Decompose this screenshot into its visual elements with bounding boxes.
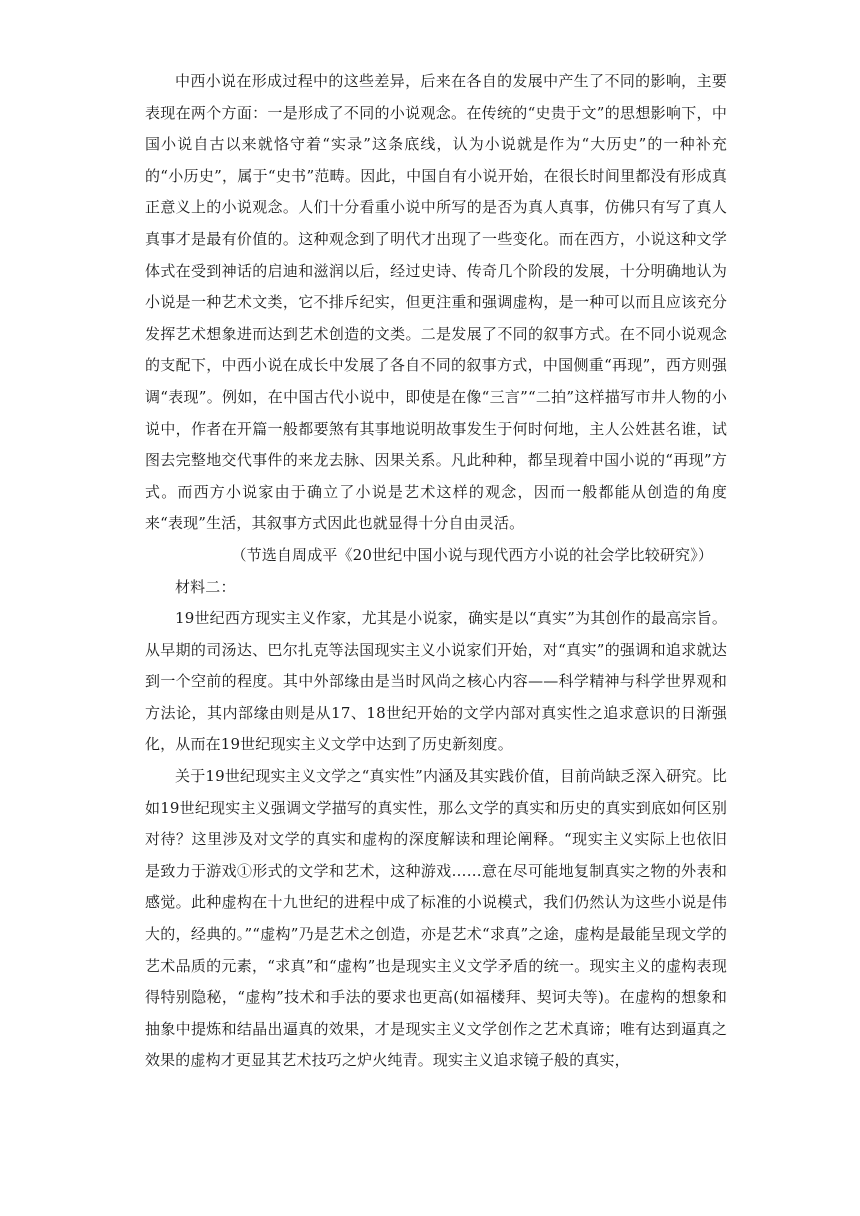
document-page xyxy=(145,66,727,1077)
paragraph-2: 19世纪西方现实主义作家，尤其是小说家，确实是以“真实”为其创作的最高宗旨。从早期的司汤达、巴尔扎克等法国现实主义小说家们开始，对“真实”的强调和追求就达到一个空前的程度。其中外部缘由是当时风尚之核心内容——科学精神与科学世界观和方法论，其内部缘由则是从17、18世纪开始的文学内部对真实性之追求意识的日渐强化，从而在19世纪现实主义文学中达到了历史新刻度。 xyxy=(145,609,727,754)
source-citation: （节选自周成平《20世纪中国小说与现代西方小说的社会学比较研究》） xyxy=(231,545,713,564)
material-2-heading: 材料二： xyxy=(175,577,236,596)
paragraph-3: 关于19世纪现实主义文学之“真实性”内涵及其实践价值，目前尚缺乏深入研究。比如19世纪现实主义强调文学描写的真实性，那么文学的真实和历史的真实到底如何区别对待？这里涉及对文学的真实和虚构的深度解读和理论阐释。“现实主义实际上也依旧是致力于游戏①形式的文学和艺术，这种游戏……意在尽可能地复制真实之物的外表和感觉。此种虚构在十九世纪的进程中成了标准的小说模式，我们仍然认为这些小说是伟大的，经典的。”“虚构”乃是艺术之创造，亦是艺术“求真”之途，虚构是最能呈现文学的艺术品质的元素，“求真”和“虚构”也是现实主义文学矛盾的统一。现实主义的虚构表现得特别隐秘，“虚构”技术和手法的要求也更高(如福楼拜、契诃夫等)。在虚构的想象和抽象中提炼和结晶出逼真的效果，才是现实主义文学创作之艺术真谛；唯有达到逼真之效果的虚构才更显其艺术技巧之炉火纯青。现实主义追求镜子般的真实， xyxy=(145,767,727,1070)
paragraph-1: 中西小说在形成过程中的这些差异，后来在各自的发展中产生了不同的影响，主要表现在两个方面：一是形成了不同的小说观念。在传统的“史贵于文”的思想影响下，中国小说自古以来就恪守着“实录”这条底线，认为小说就是作为“大历史”的一种补充的“小历史”，属于“史书”范畴。因此，中国自有小说开始，在很长时间里都没有形成真正意义上的小说观念。人们十分看重小说中所写的是否为真人真事，仿佛只有写了真人真事才是最有价值的。这种观念到了明代才出现了一些变化。而在西方，小说这种文学体式在受到神话的启迪和滋润以后，经过史诗、传奇几个阶段的发展，十分明确地认为小说是一种艺术文类，它不排斥纪实，但更注重和强调虚构，是一种可以而且应该充分发挥艺术想象进而达到艺术创造的文类。二是发展了不同的叙事方式。在不同小说观念的支配下，中西小说在成长中发展了各自不同的叙事方式，中国侧重“再现”，西方则强调“表现”。例如，在中国古代小说中，即使是在像“三言”“二拍”这样描写市井人物的小说中，作者在开篇一般都要煞有其事地说明故事发生于何时何地，主人公姓甚名谁，试图去完整地交代事件的来龙去脉、因果关系。凡此种种，都呈现着中国小说的“再现”方式。而西方小说家由于确立了小说是艺术这样的观念，因而一般都能从创造的角度来“表现”生活，其叙事方式因此也就显得十分自由灵活。 xyxy=(145,72,727,533)
